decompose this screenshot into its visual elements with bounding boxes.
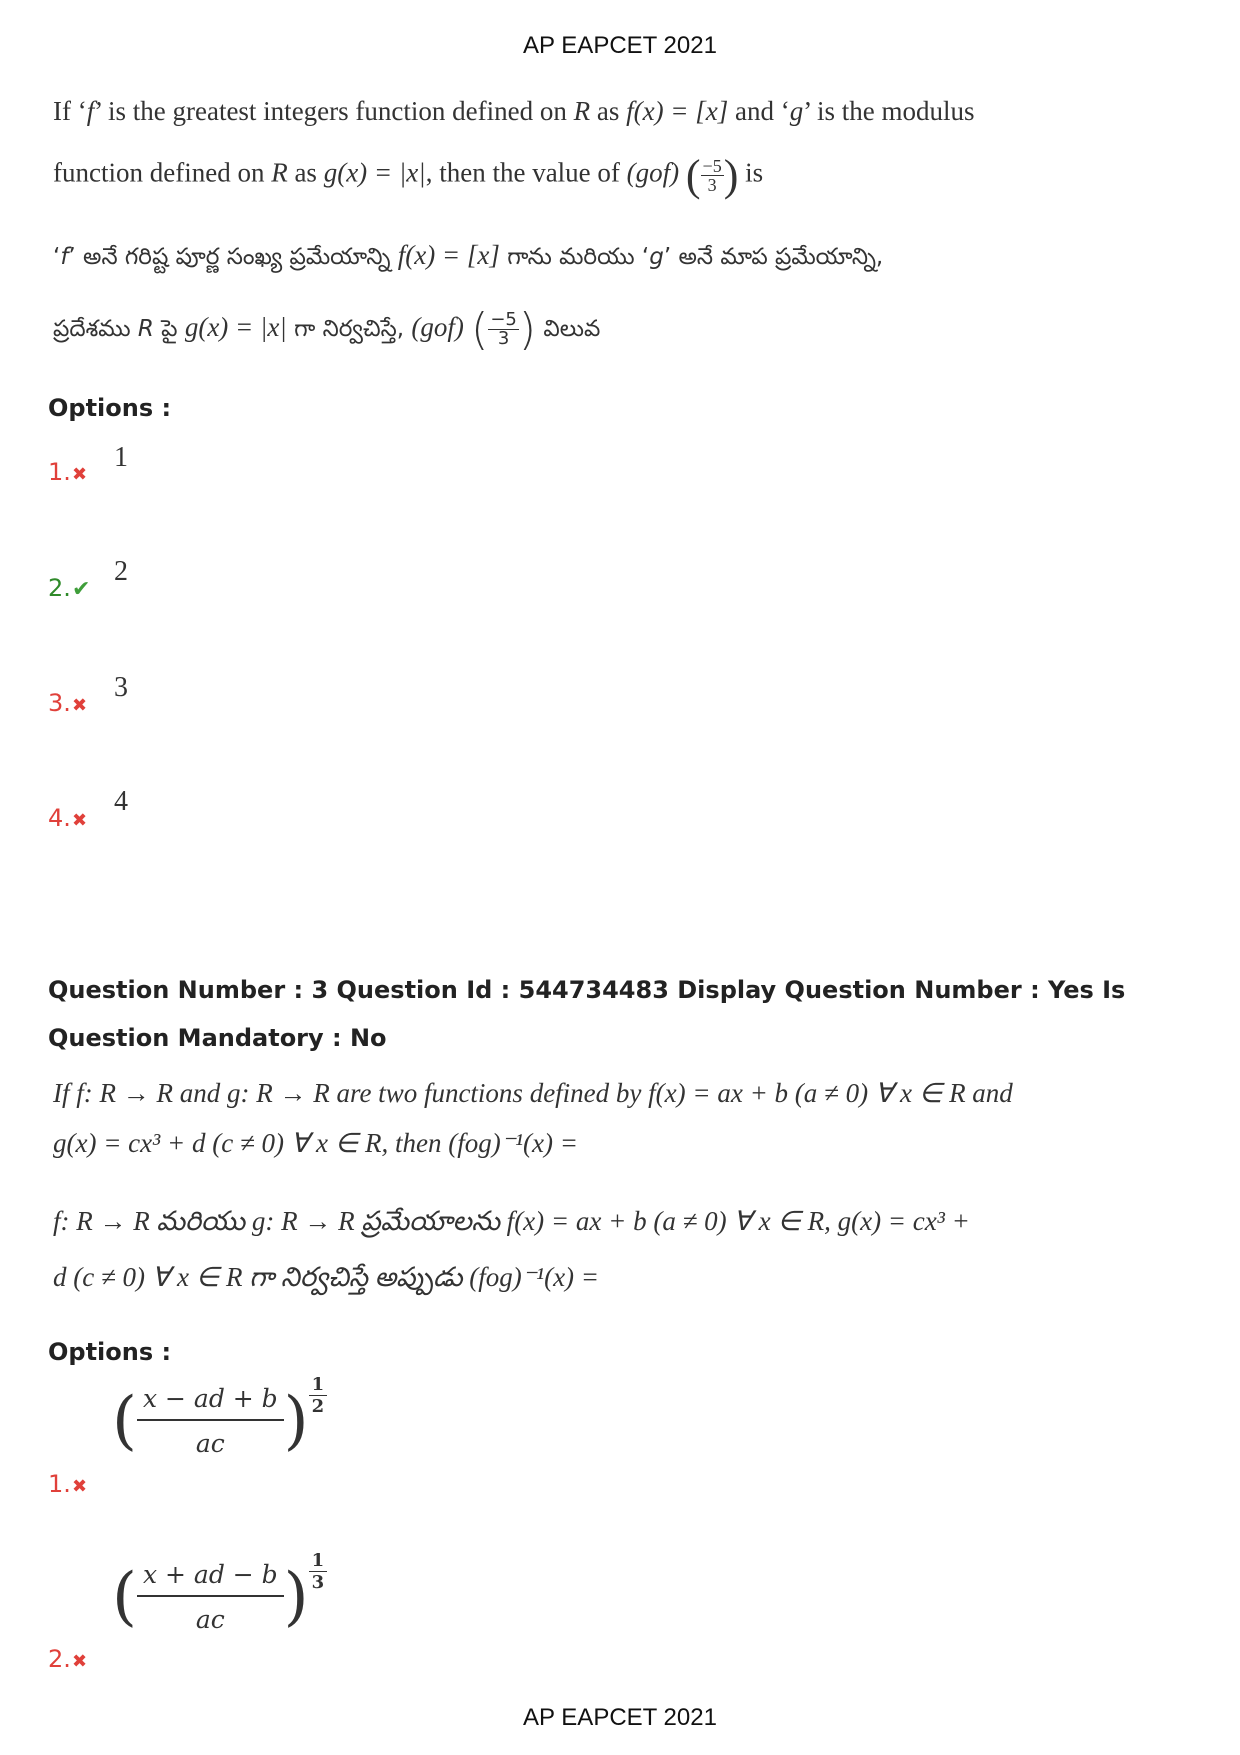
option-2-value: 2	[114, 556, 128, 587]
wrong-icon: ✖	[72, 464, 88, 485]
fraction: $\frac{-5}{3}$	[490, 309, 517, 349]
question-english-line-2: function defined on R as g(x) = |x|, then the value of (gof) ( $\frac{-5}{3}$ ) is	[53, 151, 764, 200]
options-label: Options :	[48, 1338, 172, 1366]
option-1[interactable]: 1.✖	[48, 1470, 96, 1498]
option-2-value: ( $\frac{x + ad - b}{ac}$ ) $\frac{1}{3}$	[112, 1560, 327, 1634]
question-english-line-1: If f: R → R and g: R → R are two functions defined by f(x) = ax + b (a ≠ 0) ∀ x ∈ R and	[53, 1078, 1013, 1108]
wrong-icon: ✖	[72, 1476, 88, 1497]
page-header: AP EAPCET 2021	[523, 32, 717, 59]
question-telugu-line-2: d (c ≠ 0) ∀ x ∈ R గా నిర్వచిస్తే అప్పుడు (fog)⁻¹(x) =	[53, 1262, 600, 1292]
question-telugu-line-1: f: R → R మరియు g: R → R ప్రమేయాలను f(x) = ax + b (a ≠ 0) ∀ x ∈ R, g(x) = cx³ +	[53, 1206, 970, 1236]
option-3-value: 3	[114, 672, 128, 703]
fraction: $\frac{-5}{3}$	[702, 156, 722, 195]
question-telugu-line-1: ‘f’ అనే గరిష్ట పూర్ణ సంఖ్య ప్రమేయాన్ని f(x) = [x] గాను మరియు ‘g’ అనే మాప ప్రమేయాన్ని,	[53, 240, 884, 270]
question-telugu-line-2: ప్రదేశము R పై g(x) = |x| గా నిర్వచిస్తే, (gof) ( $\frac{-5}{3}$ ) విలువ	[53, 304, 601, 355]
option-1-value: 1	[114, 442, 128, 473]
options-label: Options :	[48, 394, 172, 422]
option-4[interactable]: 4.✖	[48, 804, 96, 832]
option-1[interactable]: 1.✖	[48, 458, 96, 486]
question-english-line-1: If ‘f’ is the greatest integers function defined on R as f(x) = [x] and ‘g’ is the modulus	[53, 96, 975, 126]
option-2[interactable]: 2.✖	[48, 1645, 96, 1673]
option-4-value: 4	[114, 786, 128, 817]
correct-icon: ✔	[72, 577, 91, 602]
page-footer: AP EAPCET 2021	[523, 1704, 717, 1731]
wrong-icon: ✖	[72, 1651, 88, 1672]
option-2[interactable]: 2.✔	[48, 574, 96, 602]
option-1-value: ( $\frac{x - ad + b}{ac}$ ) $\frac{1}{2}$	[112, 1384, 327, 1458]
question-english-line-2: g(x) = cx³ + d (c ≠ 0) ∀ x ∈ R, then (fog)⁻¹(x) =	[53, 1128, 578, 1158]
wrong-icon: ✖	[72, 695, 88, 716]
wrong-icon: ✖	[72, 810, 88, 831]
option-3[interactable]: 3.✖	[48, 689, 96, 717]
question-3-meta: Question Number : 3 Question Id : 544734483 Display Question Number : Yes Is Question Mandatory : No	[48, 976, 1126, 1052]
